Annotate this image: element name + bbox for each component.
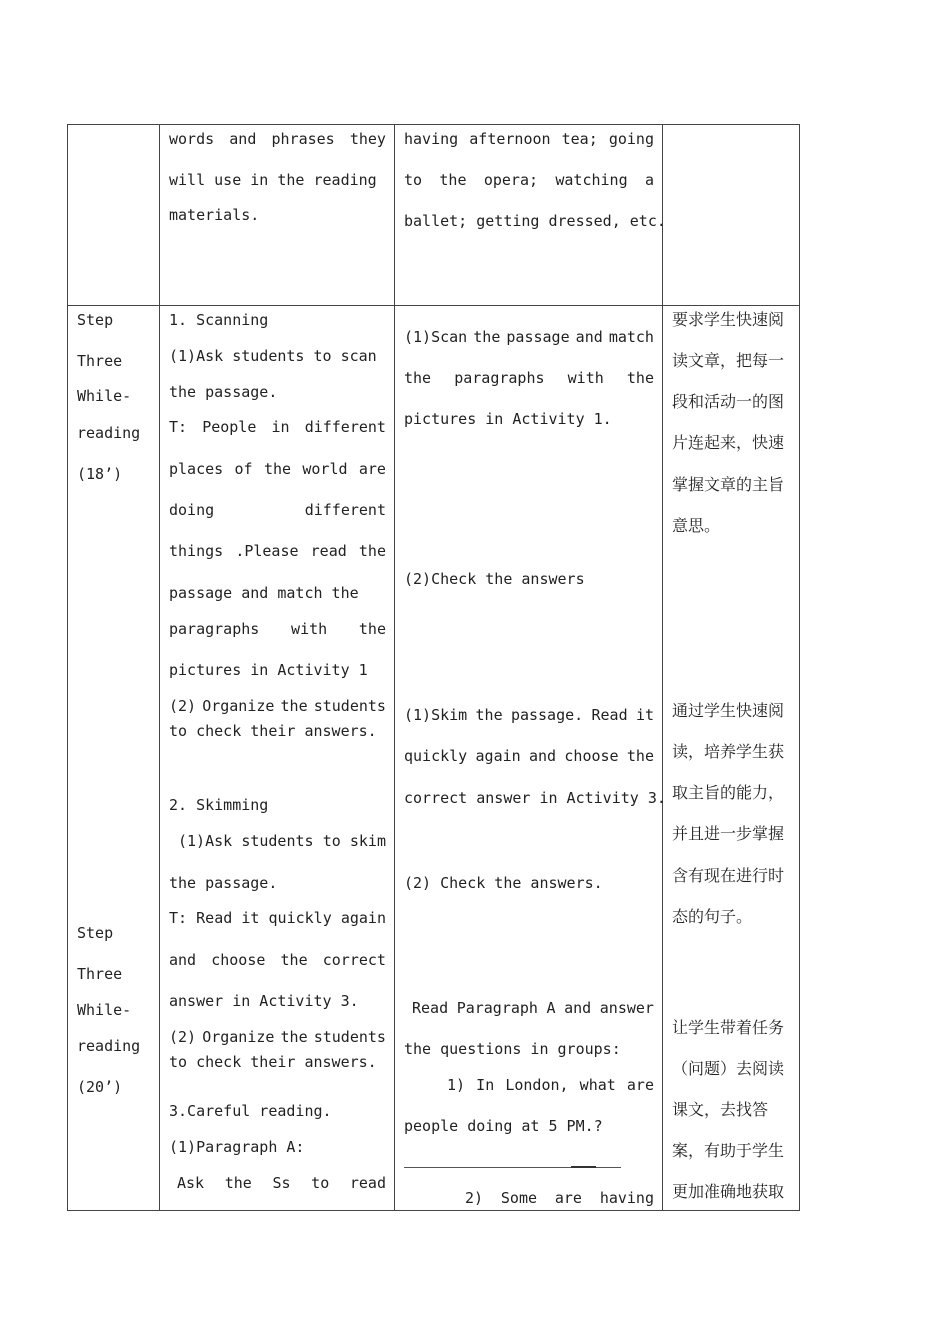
purpose-line: 课文，去找答 <box>672 1100 769 1119</box>
purpose-line: 读文章，把每一 <box>672 351 785 370</box>
step1-label-reading: reading <box>77 424 141 442</box>
teacher-line: 1. Scanning <box>169 311 269 329</box>
r1c2-line2: will use in the reading <box>169 171 377 189</box>
purpose-line: 读，培养学生获 <box>672 742 785 761</box>
step2-label-while: While- <box>77 1001 132 1019</box>
student-line: Read Paragraph A and answer <box>412 999 654 1017</box>
student-line: (1)Scan the passage and match <box>404 328 654 346</box>
purpose-line: 要求学生快速阅 <box>672 310 785 329</box>
purpose-line: 让学生带着任务 <box>672 1018 785 1037</box>
teacher-line: passage and match the <box>169 584 359 602</box>
step1-label-step: Step <box>77 311 114 329</box>
student-line: (2)Check the answers <box>404 570 585 588</box>
r1c3-line2: to the opera; watching a <box>404 171 654 189</box>
step2-label-three: Three <box>77 965 123 983</box>
table-right-border <box>799 124 800 1211</box>
teacher-line: things .Please read the <box>169 542 386 560</box>
r1c2-line1: words and phrases they <box>169 130 386 148</box>
student-line: pictures in Activity 1. <box>404 410 612 428</box>
student-line: correct answer in Activity 3. <box>404 789 666 807</box>
step2-time: (20’) <box>77 1078 123 1096</box>
teacher-line: 2. Skimming <box>169 796 269 814</box>
teacher-line: 3.Careful reading. <box>169 1102 332 1120</box>
column-divider-3 <box>662 124 663 1211</box>
teacher-line: to check their answers. <box>169 1053 377 1071</box>
student-line: (1)Skim the passage. Read it <box>404 706 654 724</box>
teacher-line: answer in Activity 3. <box>169 992 359 1010</box>
purpose-line: 含有现在进行时 <box>672 866 785 885</box>
teacher-line: places of the world are <box>169 460 386 478</box>
student-line: 2) Some are having <box>465 1189 654 1207</box>
purpose-line: 片连起来，快速 <box>672 433 785 452</box>
table-top-border <box>67 124 800 125</box>
student-line: 1) In London, what are <box>447 1076 654 1094</box>
teacher-line: Ask the Ss to read <box>177 1174 386 1192</box>
purpose-line: 掌握文章的主旨 <box>672 475 785 494</box>
purpose-line: 态的句子。 <box>672 907 753 926</box>
step2-label-reading: reading <box>77 1037 141 1055</box>
teacher-line: (1)Ask students to skim <box>178 832 386 850</box>
student-line: the questions in groups: <box>404 1040 621 1058</box>
teacher-line: pictures in Activity 1 <box>169 661 368 679</box>
teacher-line: (2) Organize the students <box>169 697 386 715</box>
teacher-line: the passage. <box>169 383 278 401</box>
teacher-line: (2) Organize the students <box>169 1028 386 1046</box>
student-line: (2) Check the answers. <box>404 874 603 892</box>
teacher-line: T: Read it quickly again <box>169 909 386 927</box>
column-divider-2 <box>394 124 395 1211</box>
teacher-line: (1)Ask students to scan <box>169 347 377 365</box>
teacher-line: and choose the correct <box>169 951 386 969</box>
teacher-line: to check their answers. <box>169 722 377 740</box>
purpose-line: 取主旨的能力， <box>672 783 785 802</box>
row-divider <box>67 305 800 306</box>
teacher-line: the passage. <box>169 874 278 892</box>
step2-label-step: Step <box>77 924 114 942</box>
purpose-line: 并且进一步掌握 <box>672 824 785 843</box>
answer-blank-mark <box>571 1166 596 1168</box>
purpose-line: （问题）去阅读 <box>672 1059 785 1078</box>
step1-time: (18’) <box>77 465 123 483</box>
purpose-line: 案，有助于学生 <box>672 1141 785 1160</box>
r1c3-line1: having afternoon tea; going <box>404 130 654 148</box>
student-line: people doing at 5 PM.? <box>404 1117 603 1135</box>
teacher-line: doing different <box>169 501 386 519</box>
step1-label-while: While- <box>77 387 132 405</box>
r1c3-line3: ballet; getting dressed, etc. <box>404 212 666 230</box>
table-bottom-border <box>67 1210 800 1211</box>
purpose-line: 通过学生快速阅 <box>672 701 785 720</box>
step1-label-three: Three <box>77 352 123 370</box>
column-divider-1 <box>159 124 160 1211</box>
student-line: quickly again and choose the <box>404 747 654 765</box>
purpose-line: 更加准确地获取 <box>672 1182 785 1201</box>
purpose-line: 段和活动一的图 <box>672 392 785 411</box>
teacher-line: paragraphs with the <box>169 620 386 638</box>
teacher-line: (1)Paragraph A: <box>169 1138 305 1156</box>
teacher-line: T: People in different <box>169 418 386 436</box>
table-left-border <box>67 124 68 1211</box>
purpose-line: 意思。 <box>672 516 721 535</box>
student-line: the paragraphs with the <box>404 369 654 387</box>
r1c2-line3: materials. <box>169 206 260 224</box>
